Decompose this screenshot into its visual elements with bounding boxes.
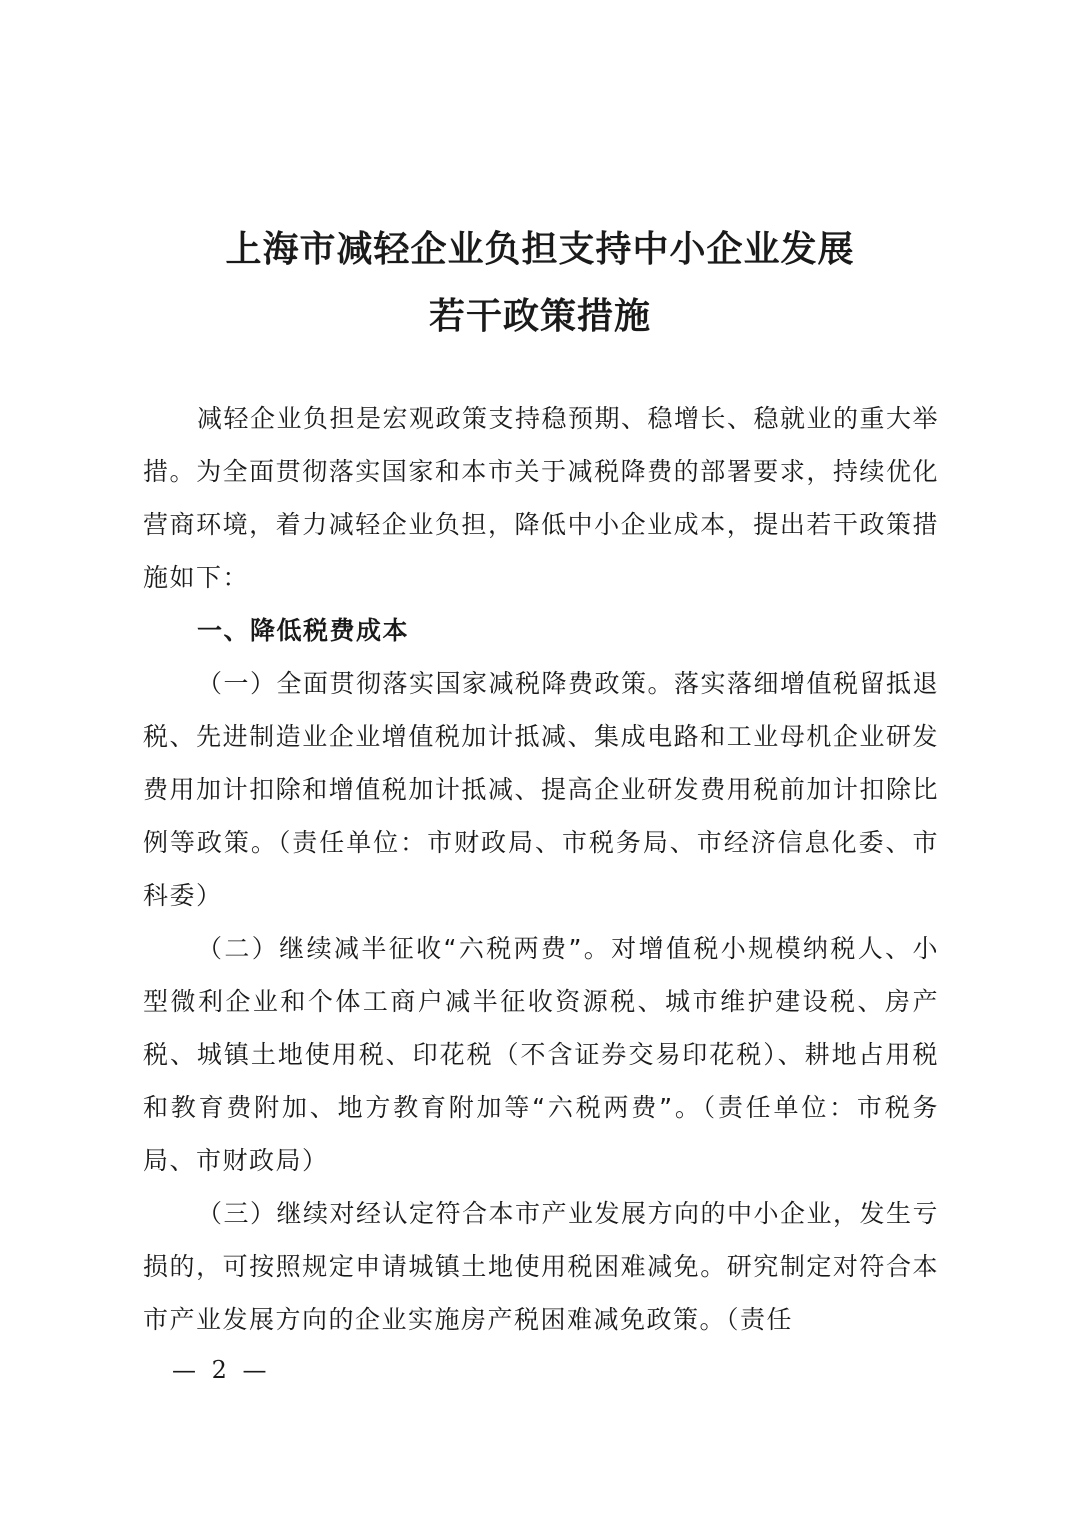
item-3-paragraph: （三）继续对经认定符合本市产业发展方向的中小企业，发生亏损的，可按照规定申请城镇土地使用税困难减免。研究制定对符合本市产业发展方向的企业实施房产税困难减免政策。（责任	[143, 1199, 940, 1334]
page-number: — 2 —	[172, 1356, 271, 1384]
document-body	[143, 392, 939, 1346]
section-1-heading: 一、降低税费成本	[197, 616, 410, 645]
intro-paragraph: 减轻企业负担是宏观政策支持稳预期、稳增长、稳就业的重大举措。为全面贯彻落实国家和本市关于减税降费的部署要求，持续优化营商环境，着力减轻企业负担，降低中小企业成本，提出若干政策措施如下：	[143, 404, 940, 592]
document-title-line-2: 若干政策措施	[428, 295, 651, 337]
item-2-paragraph: （二）继续减半征收“六税两费”。对增值税小规模纳税人、小型微利企业和个体工商户减半征收资源税、城市维护建设税、房产税、城镇土地使用税、印花税（不含证券交易印花税）、耕地占用税和教育费附加、地方教育附加等“六税两费”。（责任单位：市税务局、市财政局）	[143, 934, 939, 1175]
document-title-line-1: 上海市减轻企业负担支持中小企业发展	[225, 228, 855, 270]
item-1-paragraph: （一）全面贯彻落实国家减税降费政策。落实落细增值税留抵退税、先进制造业企业增值税加计抵减、集成电路和工业母机企业研发费用加计扣除和增值税加计抵减、提高企业研发费用税前加计扣除比例等政策。（责任单位：市财政局、市税务局、市经济信息化委、市科委）	[143, 669, 940, 910]
